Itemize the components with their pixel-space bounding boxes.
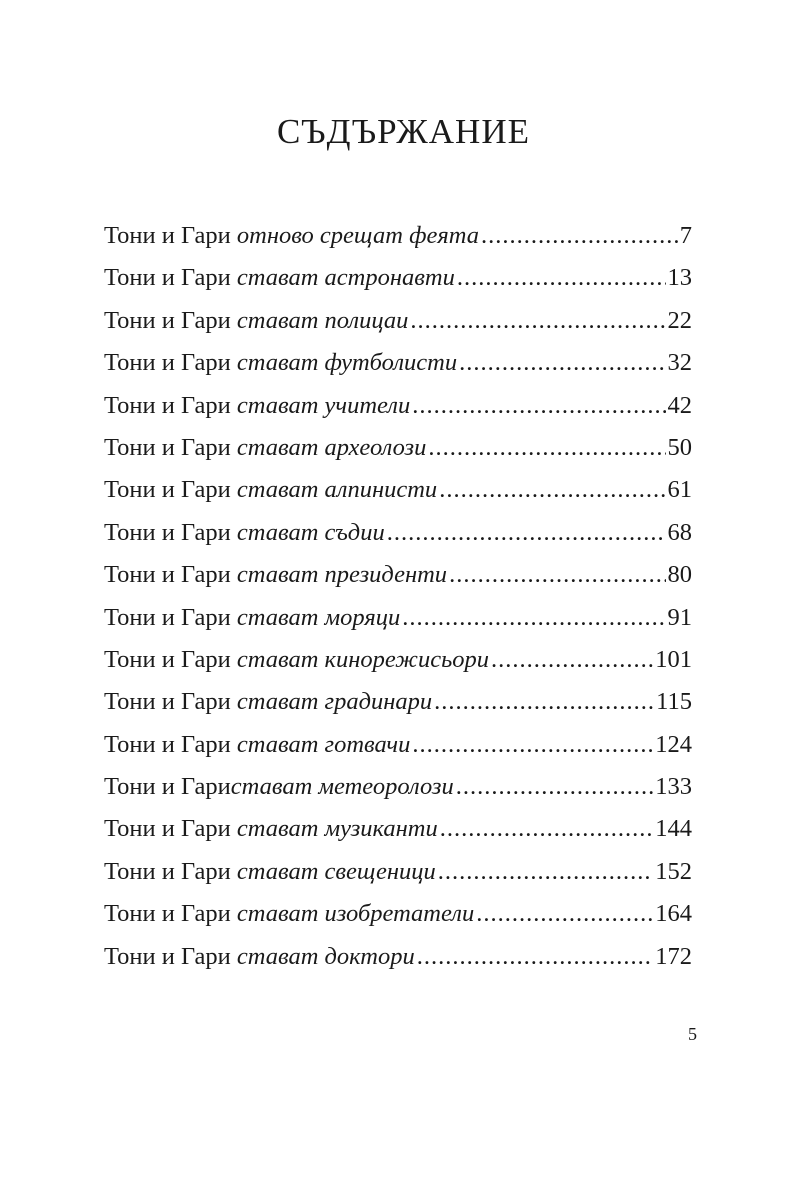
toc-entry-chapter: стават свещеници xyxy=(236,857,436,885)
toc-entry-title xyxy=(104,222,479,250)
toc-entry xyxy=(104,392,692,434)
page-number: 5 xyxy=(688,1024,697,1044)
toc-entry-chapter: стават учители xyxy=(236,391,411,419)
toc-entry xyxy=(104,264,692,306)
toc-entry-chapter: стават доктори xyxy=(236,942,415,970)
toc-entry-page: 91 xyxy=(667,603,692,631)
toc-entry xyxy=(104,222,692,264)
toc-entry-prefix: Тони и Гари xyxy=(104,730,237,758)
toc-entry-prefix: Тони и Гари xyxy=(104,476,237,504)
toc-entry-title xyxy=(104,646,489,674)
toc-entry-prefix: Тони и Гари xyxy=(104,942,237,970)
toc-entry-title xyxy=(104,392,410,420)
toc-entry-chapter: стават полицаи xyxy=(236,306,409,334)
toc-entry-prefix: Тони и Гари xyxy=(104,306,237,334)
toc-entry-title xyxy=(104,349,457,377)
toc-entry xyxy=(104,561,692,603)
toc-entry-page: 80 xyxy=(667,561,692,589)
toc-entry-page: 61 xyxy=(667,476,692,504)
toc-leader-dots xyxy=(434,688,654,716)
toc-entry-chapter: стават готвачи xyxy=(236,730,411,758)
toc-entry-chapter: стават съдии xyxy=(236,518,385,546)
toc-entry-page: 42 xyxy=(667,391,692,419)
toc-entry-prefix: Тони и Гари xyxy=(104,900,237,928)
toc-entry-page: 50 xyxy=(667,433,692,461)
toc-entry xyxy=(104,858,692,900)
toc-leader-dots xyxy=(491,646,653,674)
toc-leader-dots xyxy=(439,476,665,504)
toc-entry xyxy=(104,604,692,646)
toc-entry-prefix: Тони и Гари xyxy=(104,645,237,673)
toc-entry-title xyxy=(104,688,432,716)
toc-entry-page: 115 xyxy=(656,688,692,716)
toc-leader-dots xyxy=(402,604,665,632)
toc-leader-dots xyxy=(440,815,654,843)
toc-leader-dots xyxy=(410,307,665,335)
toc-entry-chapter: стават кинорежисьори xyxy=(236,645,489,673)
toc-leader-dots xyxy=(387,519,666,547)
toc-entry-page: 152 xyxy=(655,857,692,885)
toc-entry-prefix: Тони и Гари xyxy=(104,603,237,631)
toc-entry-chapter: стават алпинисти xyxy=(236,476,438,504)
toc-leader-dots xyxy=(417,943,653,971)
toc-entry-title xyxy=(104,900,474,928)
toc-entry-title xyxy=(104,434,426,462)
toc-entry-prefix: Тони и Гари xyxy=(104,264,237,292)
toc-entry-chapter: стават музиканти xyxy=(236,815,438,843)
toc-entry xyxy=(104,307,692,349)
toc-entry-chapter: стават археолози xyxy=(236,433,427,461)
toc-leader-dots xyxy=(459,349,665,377)
toc-entry-page: 7 xyxy=(679,222,692,249)
toc-leader-dots xyxy=(412,731,653,759)
toc-entry xyxy=(104,688,692,730)
toc-entry-title xyxy=(104,943,415,971)
toc-entry-page: 32 xyxy=(667,349,692,377)
toc-entry-chapter: стават метеоролози xyxy=(230,773,454,801)
toc-leader-dots xyxy=(428,434,665,462)
toc-entry-prefix: Тони и Гари xyxy=(104,857,237,885)
toc-entry-page: 22 xyxy=(667,306,692,334)
toc-entry xyxy=(104,900,692,942)
toc-entry-title xyxy=(104,307,408,335)
toc-leader-dots xyxy=(456,773,654,801)
toc-entry xyxy=(104,519,692,561)
toc-leader-dots xyxy=(476,900,653,928)
toc-entry-title xyxy=(104,773,454,801)
toc-entry-chapter: стават градинари xyxy=(236,688,433,716)
toc-entry-title xyxy=(104,476,437,504)
toc-entry-prefix: Тони и Гари xyxy=(104,688,237,716)
toc-entry-title xyxy=(104,815,438,843)
toc-leader-dots xyxy=(438,858,653,886)
toc-entry-prefix: Тони и Гари xyxy=(104,222,237,249)
toc-entry-title xyxy=(104,858,436,886)
table-of-contents xyxy=(104,222,692,985)
toc-entry-page: 101 xyxy=(655,645,692,673)
toc-entry-prefix: Тони и Гари xyxy=(104,815,237,843)
toc-entry xyxy=(104,731,692,773)
toc-entry xyxy=(104,476,692,518)
toc-entry-page: 13 xyxy=(667,264,692,292)
toc-entry-chapter: стават изобретатели xyxy=(236,900,475,928)
toc-entry-chapter: стават астронавти xyxy=(236,264,455,292)
toc-entry-chapter: стават президенти xyxy=(236,561,448,589)
toc-entry xyxy=(104,349,692,391)
toc-entry-chapter: отново срещат феята xyxy=(236,222,479,249)
toc-entry xyxy=(104,434,692,476)
toc-entry-prefix: Тони и Гари xyxy=(104,518,237,546)
toc-leader-dots xyxy=(412,392,665,420)
toc-entry-page: 68 xyxy=(667,518,692,546)
page-title: СЪДЪРЖАНИЕ xyxy=(277,112,530,151)
toc-entry-page: 144 xyxy=(655,815,692,843)
toc-entry xyxy=(104,943,692,985)
toc-entry-page: 124 xyxy=(655,730,692,758)
toc-entry-prefix: Тони и Гари xyxy=(104,561,237,589)
toc-entry-title xyxy=(104,561,447,589)
toc-leader-dots xyxy=(449,561,665,589)
toc-entry-prefix: Тони и Гари xyxy=(104,433,237,461)
toc-entry-title xyxy=(104,519,385,547)
toc-entry-page: 172 xyxy=(655,942,692,970)
toc-entry xyxy=(104,646,692,688)
toc-leader-dots xyxy=(457,264,666,292)
toc-entry-title xyxy=(104,731,410,759)
toc-entry-prefix: Тони и Гари xyxy=(104,391,237,419)
toc-entry-page: 133 xyxy=(655,773,692,801)
toc-leader-dots xyxy=(481,222,678,250)
toc-entry xyxy=(104,815,692,857)
toc-entry xyxy=(104,773,692,815)
toc-entry-title xyxy=(104,604,400,632)
toc-entry-page: 164 xyxy=(655,900,692,928)
toc-entry-chapter: стават моряци xyxy=(236,603,401,631)
toc-entry-prefix: Тони и Гари xyxy=(104,773,231,801)
toc-entry-title xyxy=(104,264,455,292)
toc-entry-chapter: стават футболисти xyxy=(236,349,458,377)
toc-entry-prefix: Тони и Гари xyxy=(104,349,237,377)
